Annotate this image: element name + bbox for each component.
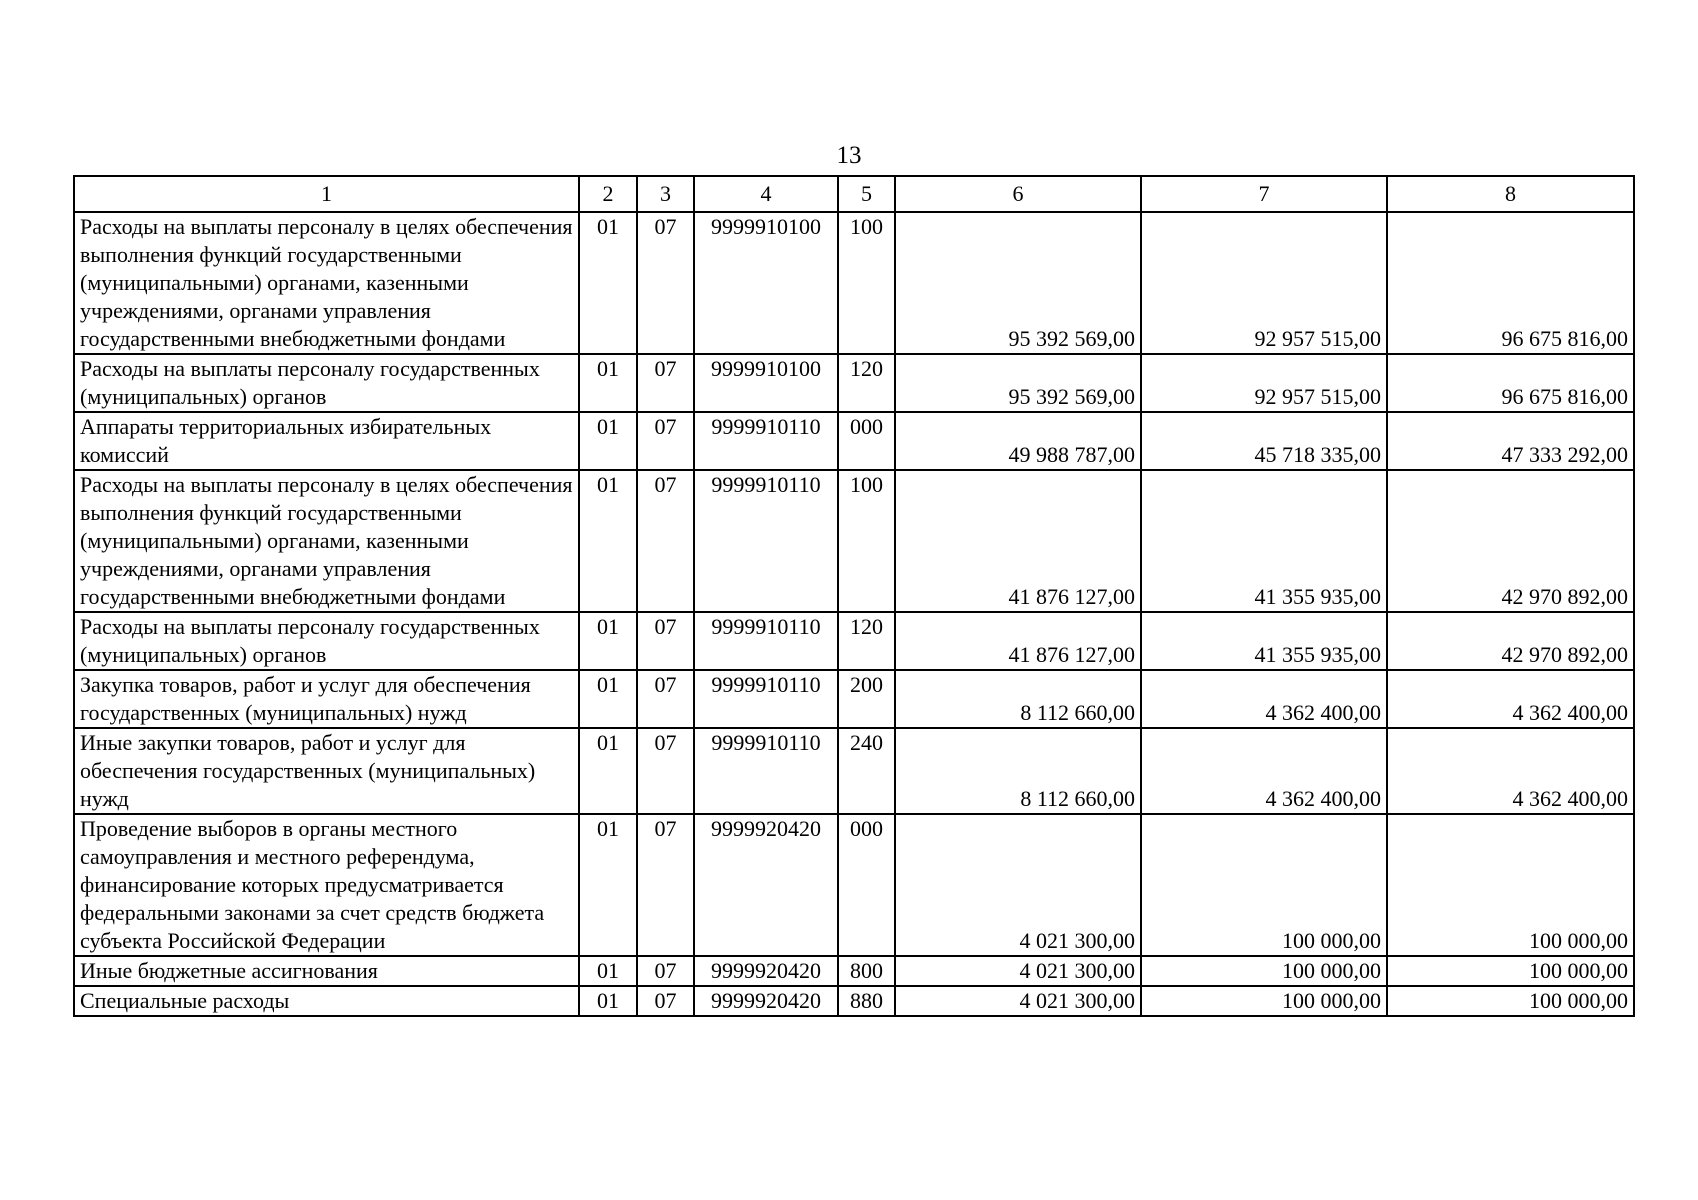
row-subsection: 07 [637, 612, 694, 670]
row-type: 200 [838, 670, 895, 728]
row-sum-3: 100 000,00 [1387, 956, 1634, 986]
row-section: 01 [579, 986, 637, 1016]
header-cell: 3 [637, 176, 694, 212]
row-name: Расходы на выплаты персоналу государственных (муниципальных) органов [74, 354, 579, 412]
page-number: 13 [836, 142, 862, 169]
row-sum-2: 45 718 335,00 [1141, 412, 1387, 470]
row-name: Иные закупки товаров, работ и услуг для обеспечения государственных (муниципальных) нужд [74, 728, 579, 814]
row-sum-2: 92 957 515,00 [1141, 354, 1387, 412]
row-target: 9999910110 [694, 412, 838, 470]
row-sum-1: 4 021 300,00 [895, 986, 1141, 1016]
header-row [74, 176, 1634, 212]
row-subsection: 07 [637, 212, 694, 354]
row-sum-2: 100 000,00 [1141, 986, 1387, 1016]
row-name: Расходы на выплаты персоналу в целях обеспечения выполнения функций государственными (муниципальными) органами, казенными учреждениями, органами управления государственными внебюджетными фондами [74, 470, 579, 612]
row-sum-2: 4 362 400,00 [1141, 670, 1387, 728]
row-subsection: 07 [637, 956, 694, 986]
row-sum-2: 100 000,00 [1141, 956, 1387, 986]
header-cell: 4 [694, 176, 838, 212]
header-cell: 8 [1387, 176, 1634, 212]
row-section: 01 [579, 956, 637, 986]
row-name: Специальные расходы [74, 986, 579, 1016]
row-target: 9999920420 [694, 814, 838, 956]
header-cell: 1 [74, 176, 579, 212]
row-type: 800 [838, 956, 895, 986]
row-section: 01 [579, 670, 637, 728]
table-row [74, 354, 1634, 412]
row-subsection: 07 [637, 986, 694, 1016]
row-sum-2: 100 000,00 [1141, 814, 1387, 956]
row-section: 01 [579, 412, 637, 470]
row-target: 9999910110 [694, 670, 838, 728]
row-sum-3: 96 675 816,00 [1387, 212, 1634, 354]
row-sum-3: 4 362 400,00 [1387, 670, 1634, 728]
row-sum-3: 42 970 892,00 [1387, 612, 1634, 670]
row-target: 9999910110 [694, 470, 838, 612]
table-row [74, 212, 1634, 354]
row-sum-3: 100 000,00 [1387, 986, 1634, 1016]
row-sum-3: 100 000,00 [1387, 814, 1634, 956]
row-subsection: 07 [637, 354, 694, 412]
row-target: 9999920420 [694, 956, 838, 986]
row-type: 100 [838, 470, 895, 612]
row-target: 9999910110 [694, 612, 838, 670]
row-sum-1: 8 112 660,00 [895, 728, 1141, 814]
row-sum-1: 49 988 787,00 [895, 412, 1141, 470]
row-type: 880 [838, 986, 895, 1016]
row-name: Аппараты территориальных избирательных комиссий [74, 412, 579, 470]
table-row [74, 470, 1634, 612]
row-name: Иные бюджетные ассигнования [74, 956, 579, 986]
row-section: 01 [579, 612, 637, 670]
row-sum-3: 42 970 892,00 [1387, 470, 1634, 612]
row-sum-1: 41 876 127,00 [895, 470, 1141, 612]
row-sum-1: 95 392 569,00 [895, 212, 1141, 354]
header-cell: 7 [1141, 176, 1387, 212]
row-target: 9999920420 [694, 986, 838, 1016]
row-name: Расходы на выплаты персоналу государственных (муниципальных) органов [74, 612, 579, 670]
table-row [74, 612, 1634, 670]
row-sum-2: 92 957 515,00 [1141, 212, 1387, 354]
row-subsection: 07 [637, 670, 694, 728]
table-row [74, 412, 1634, 470]
row-sum-1: 4 021 300,00 [895, 814, 1141, 956]
row-target: 9999910110 [694, 728, 838, 814]
row-sum-3: 47 333 292,00 [1387, 412, 1634, 470]
row-section: 01 [579, 728, 637, 814]
table-row [74, 986, 1634, 1016]
row-sum-3: 4 362 400,00 [1387, 728, 1634, 814]
row-sum-1: 4 021 300,00 [895, 956, 1141, 986]
row-section: 01 [579, 212, 637, 354]
row-subsection: 07 [637, 728, 694, 814]
row-target: 9999910100 [694, 354, 838, 412]
row-type: 240 [838, 728, 895, 814]
row-target: 9999910100 [694, 212, 838, 354]
row-sum-1: 41 876 127,00 [895, 612, 1141, 670]
row-type: 100 [838, 212, 895, 354]
row-subsection: 07 [637, 814, 694, 956]
row-type: 120 [838, 612, 895, 670]
row-name: Проведение выборов в органы местного самоуправления и местного референдума, финансирование которых предусматривается федеральными законами за счет средств бюджета субъекта Российской Федерации [74, 814, 579, 956]
row-section: 01 [579, 354, 637, 412]
row-type: 000 [838, 814, 895, 956]
header-cell: 6 [895, 176, 1141, 212]
row-section: 01 [579, 814, 637, 956]
header-cell: 5 [838, 176, 895, 212]
row-sum-3: 96 675 816,00 [1387, 354, 1634, 412]
header-cell: 2 [579, 176, 637, 212]
row-name: Закупка товаров, работ и услуг для обеспечения государственных (муниципальных) нужд [74, 670, 579, 728]
row-sum-1: 95 392 569,00 [895, 354, 1141, 412]
table-row [74, 814, 1634, 956]
row-sum-2: 41 355 935,00 [1141, 612, 1387, 670]
row-subsection: 07 [637, 470, 694, 612]
row-type: 000 [838, 412, 895, 470]
table-row [74, 728, 1634, 814]
row-type: 120 [838, 354, 895, 412]
table-row [74, 956, 1634, 986]
row-sum-1: 8 112 660,00 [895, 670, 1141, 728]
budget-table [73, 175, 1635, 1017]
row-subsection: 07 [637, 412, 694, 470]
row-sum-2: 41 355 935,00 [1141, 470, 1387, 612]
table-row [74, 670, 1634, 728]
row-sum-2: 4 362 400,00 [1141, 728, 1387, 814]
row-section: 01 [579, 470, 637, 612]
row-name: Расходы на выплаты персоналу в целях обеспечения выполнения функций государственными (муниципальными) органами, казенными учреждениями, органами управления государственными внебюджетными фондами [74, 212, 579, 354]
